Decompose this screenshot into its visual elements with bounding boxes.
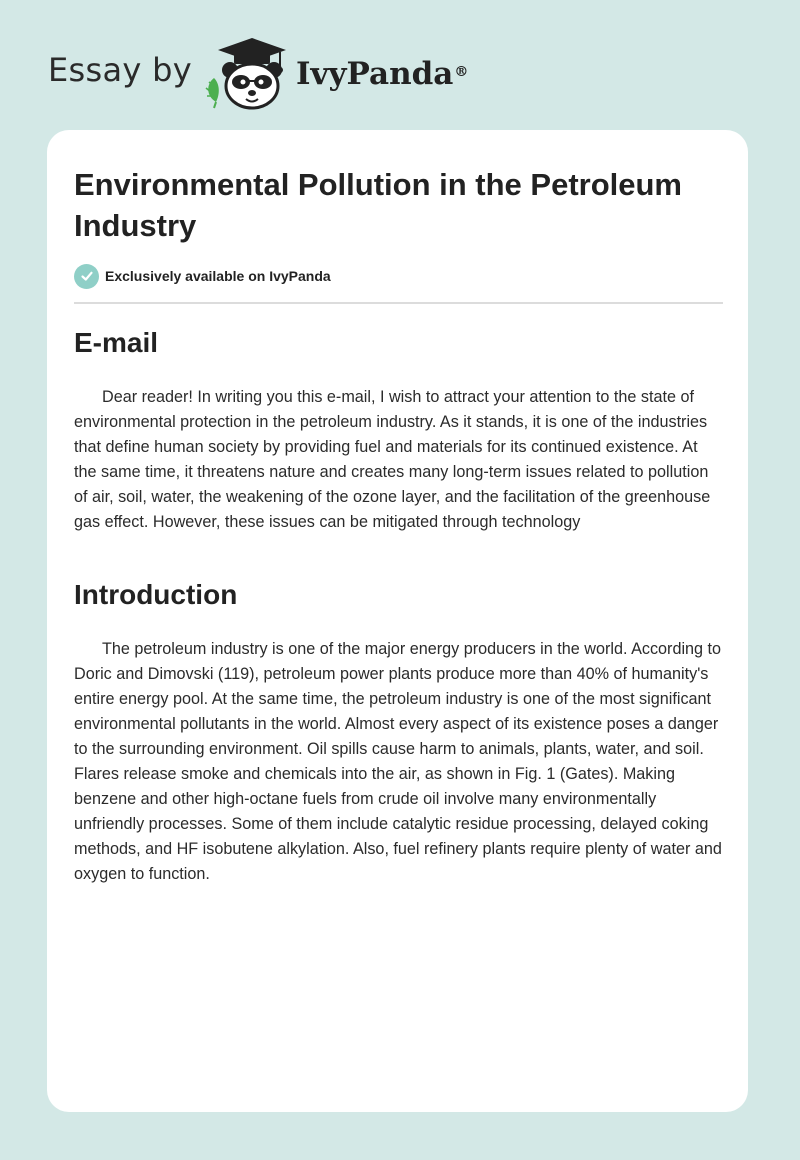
registered-mark: ® xyxy=(454,64,469,80)
site-header xyxy=(48,30,508,114)
section-heading-introduction: Introduction xyxy=(74,579,238,610)
article-title: Environmental Pollution in the Petroleum Industry xyxy=(74,167,682,243)
section-paragraph-introduction: The petroleum industry is one of the major energy producers in the world. According to Doric and Dimovski (119), petroleum power plants produce more than 40% of humanity's entire energy pool. At the same time, the petroleum industry is one of the most significant environmental pollutants in the world. Almost every aspect of its existence poses a danger to the surrounding environment. Oil spills cause harm to animals, plants, water, and soil. Flares release smoke and chemicals into the air, as shown in Fig. 1 (Gates). Making benzene and other high-octane fuels from crude oil involve many environmentally unfriendly processes. Some of them include catalytic residue processing, delayed coking methods, and HF isobutene alkylation. Also, fuel refinery plants require plenty of water and oxygen to function. xyxy=(74,640,722,883)
brand-name[interactable]: IvyPanda® xyxy=(296,56,469,92)
divider xyxy=(74,302,723,304)
panda-logo-icon[interactable] xyxy=(202,34,302,112)
checkmark-icon xyxy=(74,264,99,289)
section-paragraph-email: Dear reader! In writing you this e-mail, I wish to attract your attention to the state of environmental protection in the petroleum industry. As it stands, it is one of the industries that define human society by providing fuel and materials for its continued existence. At the same time, it threatens nature and creates many long-term issues related to pollution of air, soil, water, the weakening of the ozone layer, and the facilitation of the greenhouse gas effect. However, these issues can be mitigated through technology xyxy=(74,388,711,531)
article-card xyxy=(47,130,748,1112)
essay-by-label: Essay by xyxy=(48,51,192,89)
section-heading-email: E-mail xyxy=(74,327,159,358)
badge-text: Exclusively available on IvyPanda xyxy=(105,268,331,284)
exclusive-badge xyxy=(74,263,331,289)
